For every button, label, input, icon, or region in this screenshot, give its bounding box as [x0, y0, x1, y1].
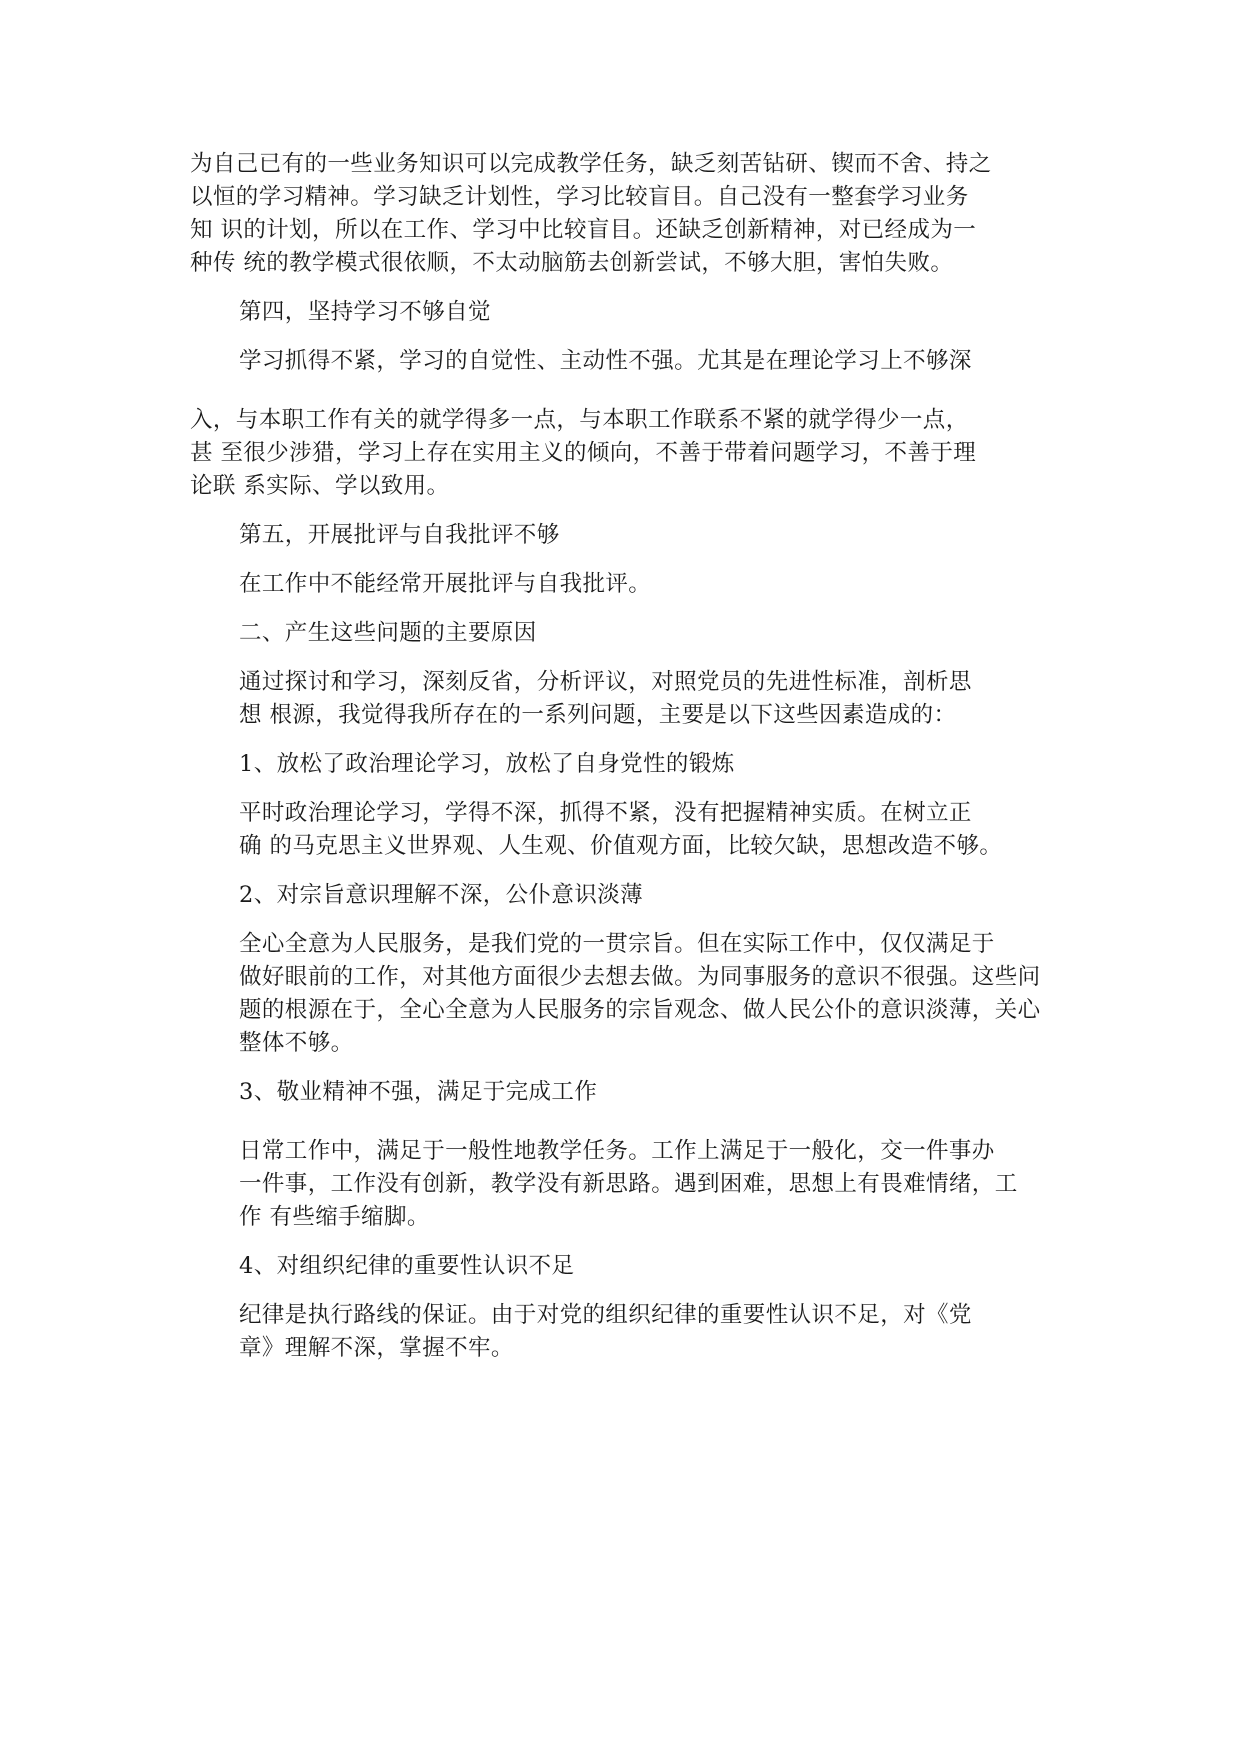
- text-line: 为自己已有的一些业务知识可以完成教学任务，缺乏刻苦钻研、锲而不舍、持之: [190, 151, 992, 177]
- text-line: 学习抓得不紧，学习的自觉性、主动性不强。尤其是在理论学习上不够深: [239, 348, 972, 374]
- paragraph-cause-3: [190, 1135, 1070, 1234]
- section-heading-5: 第五，开展批评与自我批评不够: [239, 522, 560, 548]
- paragraph-cause-1: [190, 797, 1070, 863]
- document-body: [190, 148, 1070, 1381]
- text-line: 入，与本职工作有关的就学得多一点，与本职工作联系不紧的就学得少一点，: [190, 407, 969, 433]
- section-heading-4: 第四，坚持学习不够自觉: [239, 299, 491, 325]
- section-heading-causes: 二、产生这些问题的主要原因: [239, 620, 537, 646]
- cause-heading-3: 3、敬业精神不强，满足于完成工作: [239, 1079, 598, 1105]
- text-line: 平时政治理论学习，学得不深，抓得不紧，没有把握精神实质。在树立正: [239, 800, 972, 826]
- cause-heading-1: 1、放松了政治理论学习，放松了自身党性的锻炼: [239, 751, 735, 777]
- cause-heading-2: 2、对宗旨意识理解不深，公仆意识淡薄: [239, 882, 644, 908]
- paragraph-causes-intro: [190, 666, 1070, 732]
- paragraph-cause-2: [190, 928, 1070, 1060]
- text-line: 做好眼前的工作，对其他方面很少去想去做。为同事服务的意识不很强。这些问: [239, 964, 1041, 990]
- text-line: 以恒的学习精神。学习缺乏计划性，学习比较盲目。自己没有一整套学习业务: [190, 184, 969, 210]
- text-line: 想 根源，我觉得我所存在的一系列问题，主要是以下这些因素造成的：: [239, 702, 957, 728]
- text-line: 日常工作中，满足于一般性地教学任务。工作上满足于一般化，交一件事办: [239, 1138, 995, 1164]
- text-line: 整体不够。: [239, 1030, 354, 1056]
- text-line: 作 有些缩手缩脚。: [239, 1204, 430, 1230]
- paragraph-learning-attitude: [190, 148, 1070, 280]
- cause-heading-4: 4、对组织纪律的重要性认识不足: [239, 1253, 575, 1279]
- text-line: 确 的马克思主义世界观、人生观、价值观方面，比较欠缺，思想改造不够。: [239, 833, 1003, 859]
- text-line: 章》理解不深，掌握不牢。: [239, 1335, 514, 1361]
- text-line: 甚 至很少涉猎，学习上存在实用主义的倾向，不善于带着问题学习，不善于理: [190, 440, 977, 466]
- text-line: 种传 统的教学模式很依顺，不太动脑筋去创新尝试，不够大胆，害怕失败。: [190, 250, 954, 276]
- text-line: 全心全意为人民服务，是我们党的一贯宗旨。但在实际工作中，仅仅满足于: [239, 931, 995, 957]
- text-line: 通过探讨和学习，深刻反省，分析评议，对照党员的先进性标准，剖析思: [239, 669, 972, 695]
- text-line: 纪律是执行路线的保证。由于对党的组织纪律的重要性认识不足，对《党: [239, 1302, 972, 1328]
- paragraph-study-not-tight: [190, 345, 1070, 378]
- paragraph-study-continued: [190, 404, 1070, 503]
- text-line: 题的根源在于，全心全意为人民服务的宗旨观念、做人民公仆的意识淡薄，关心: [239, 997, 1041, 1023]
- paragraph-cause-4: [190, 1299, 1070, 1365]
- text-line: 知 识的计划，所以在工作、学习中比较盲目。还缺乏创新精神，对已经成为一: [190, 217, 977, 243]
- text-line: 在工作中不能经常开展批评与自我批评。: [239, 571, 652, 597]
- paragraph-criticism: [190, 568, 1070, 601]
- text-line: 一件事，工作没有创新，教学没有新思路。遇到困难，思想上有畏难情绪，工: [239, 1171, 1018, 1197]
- text-line: 论联 系实际、学以致用。: [190, 473, 450, 499]
